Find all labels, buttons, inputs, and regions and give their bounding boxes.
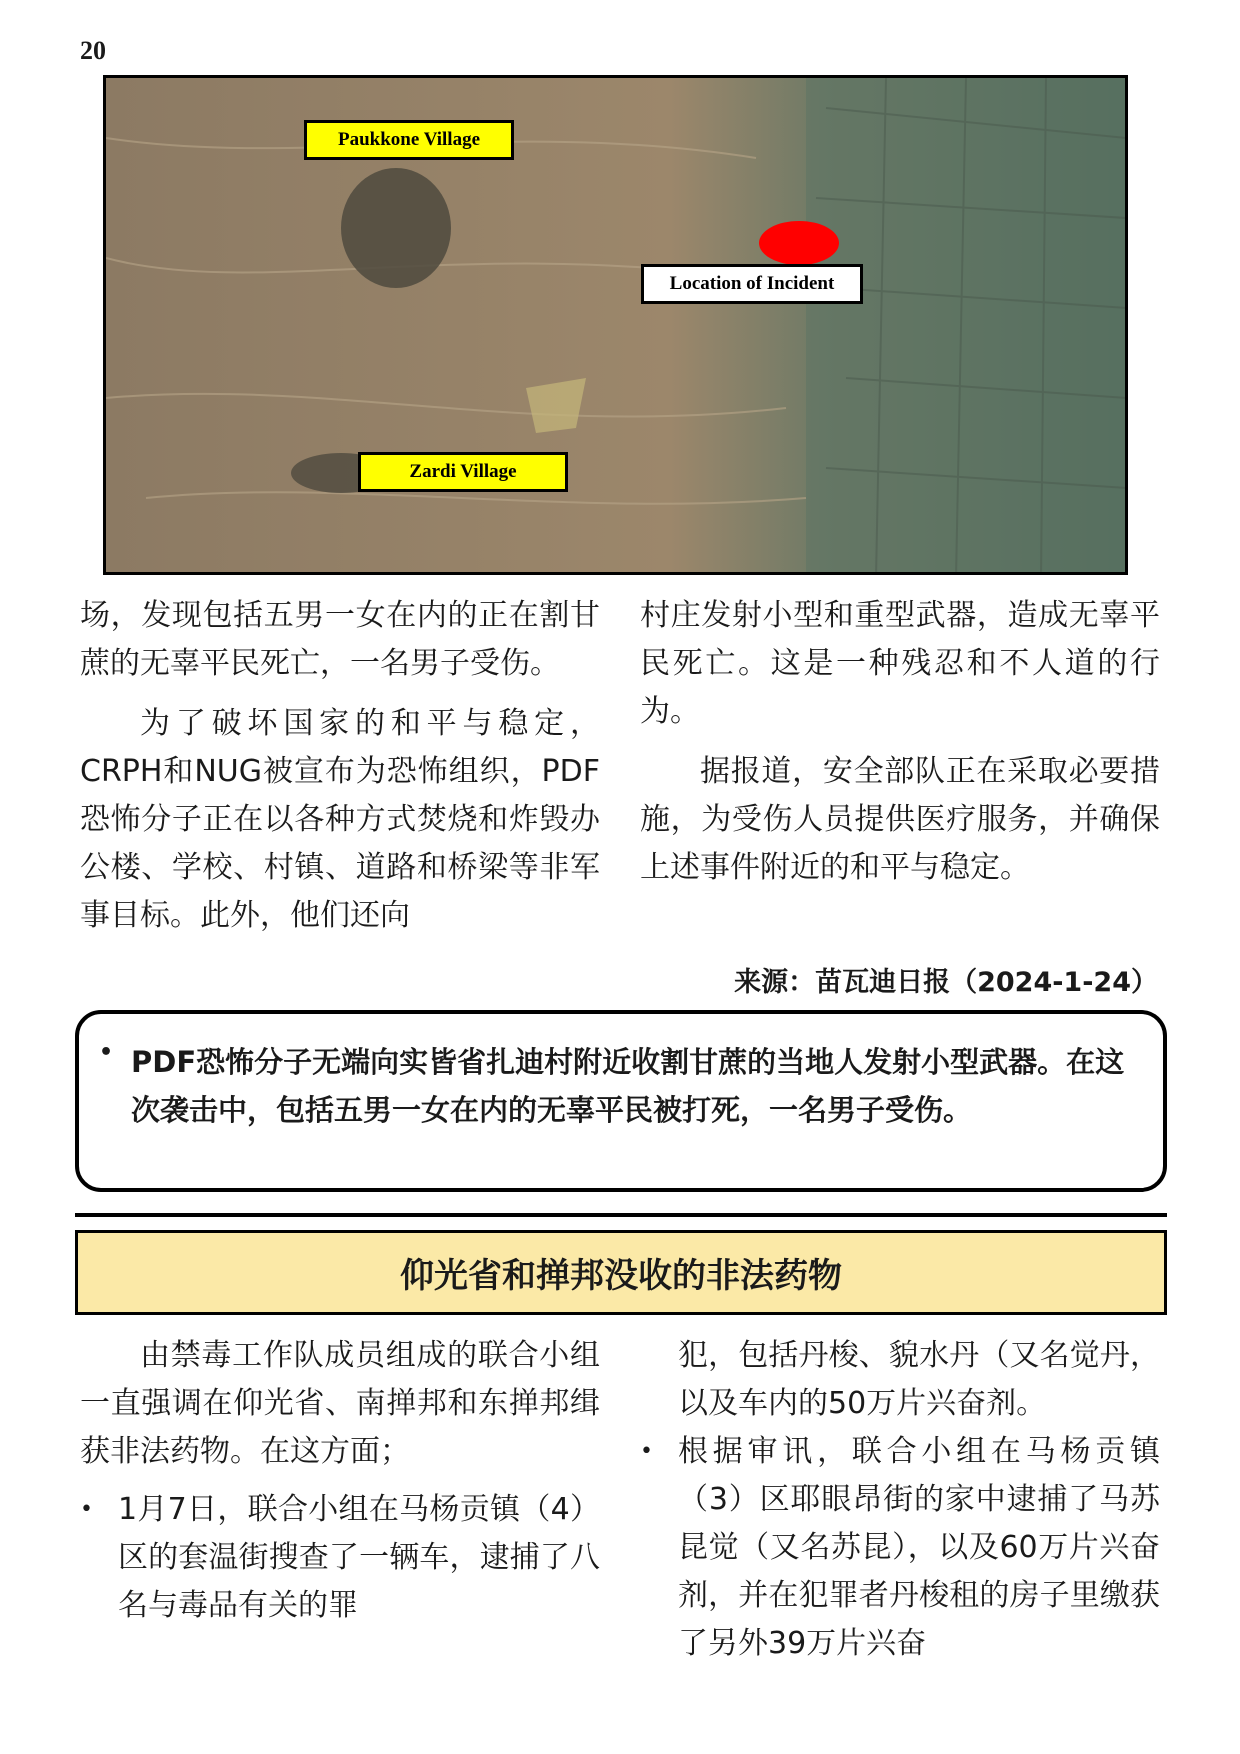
bullet-icon: • <box>80 1497 93 1522</box>
zardi-village-label: Zardi Village <box>358 452 568 492</box>
summary-box <box>75 1010 1167 1192</box>
list-item <box>640 1428 1160 1668</box>
incident-location-label: Location of Incident <box>641 264 863 304</box>
article2-intro-paragraph: 由禁毒工作队成员组成的联合小组一直强调在仰光省、南掸邦和东掸邦缉获非法药物。在这方面； <box>80 1338 600 1469</box>
page-number: 20 <box>80 36 106 65</box>
article2-bullet-1-text: 1月7日，联合小组在马杨贡镇（4）区的套温街搜查了一辆车，逮捕了八名与毒品有关的罪 <box>118 1492 600 1623</box>
bullet-icon: • <box>640 1439 653 1464</box>
article2-right-column <box>640 1332 1160 1668</box>
article1-left-paragraph-2: 为了破坏国家的和平与稳定，CRPH和NUG被宣布为恐怖组织，PDF恐怖分子正在以各种方式焚烧和炸毁办公楼、学校、村镇、道路和桥梁等非军事目标。此外，他们还向 <box>80 706 600 933</box>
article2-left-column <box>80 1332 600 1630</box>
satellite-map-graphic <box>106 78 1128 575</box>
satellite-map-image <box>103 75 1128 575</box>
article2-heading: 仰光省和掸邦没收的非法药物 <box>75 1230 1167 1315</box>
bullet-icon: • <box>99 1040 114 1065</box>
section-divider <box>75 1213 1167 1217</box>
article1-left-column <box>80 592 600 940</box>
article1-right-paragraph-1: 村庄发射小型和重型武器，造成无辜平民死亡。这是一种残忍和不人道的行为。 <box>640 598 1160 729</box>
article1-left-paragraph-1: 场，发现包括五男一女在内的正在割甘蔗的无辜平民死亡，一名男子受伤。 <box>80 598 600 681</box>
article2-bullet-1-continuation: 犯，包括丹梭、貌水丹（又名觉丹，以及车内的50万片兴奋剂。 <box>678 1338 1160 1421</box>
article2-bullet-2-text: 根据审讯，联合小组在马杨贡镇（3）区耶眼昂街的家中逮捕了马苏昆觉（又名苏昆），以及60万片兴奋剂，并在犯罪者丹梭租的房子里缴获了另外39万片兴奋 <box>678 1434 1160 1661</box>
article1-source: 来源：苗瓦迪日报（2024-1-24） <box>734 967 1158 998</box>
incident-marker <box>759 221 839 265</box>
article1-right-column <box>640 592 1160 892</box>
article1-right-paragraph-2: 据报道，安全部队正在采取必要措施，为受伤人员提供医疗服务，并确保上述事件附近的和平与稳定。 <box>640 754 1160 885</box>
paukkone-village-label: Paukkone Village <box>304 120 514 160</box>
list-item <box>80 1486 600 1630</box>
summary-text: PDF恐怖分子无端向实皆省扎迪村附近收割甘蔗的当地人发射小型武器。在这次袭击中，包括五男一女在内的无辜平民被打死，一名男子受伤。 <box>131 1045 1125 1127</box>
